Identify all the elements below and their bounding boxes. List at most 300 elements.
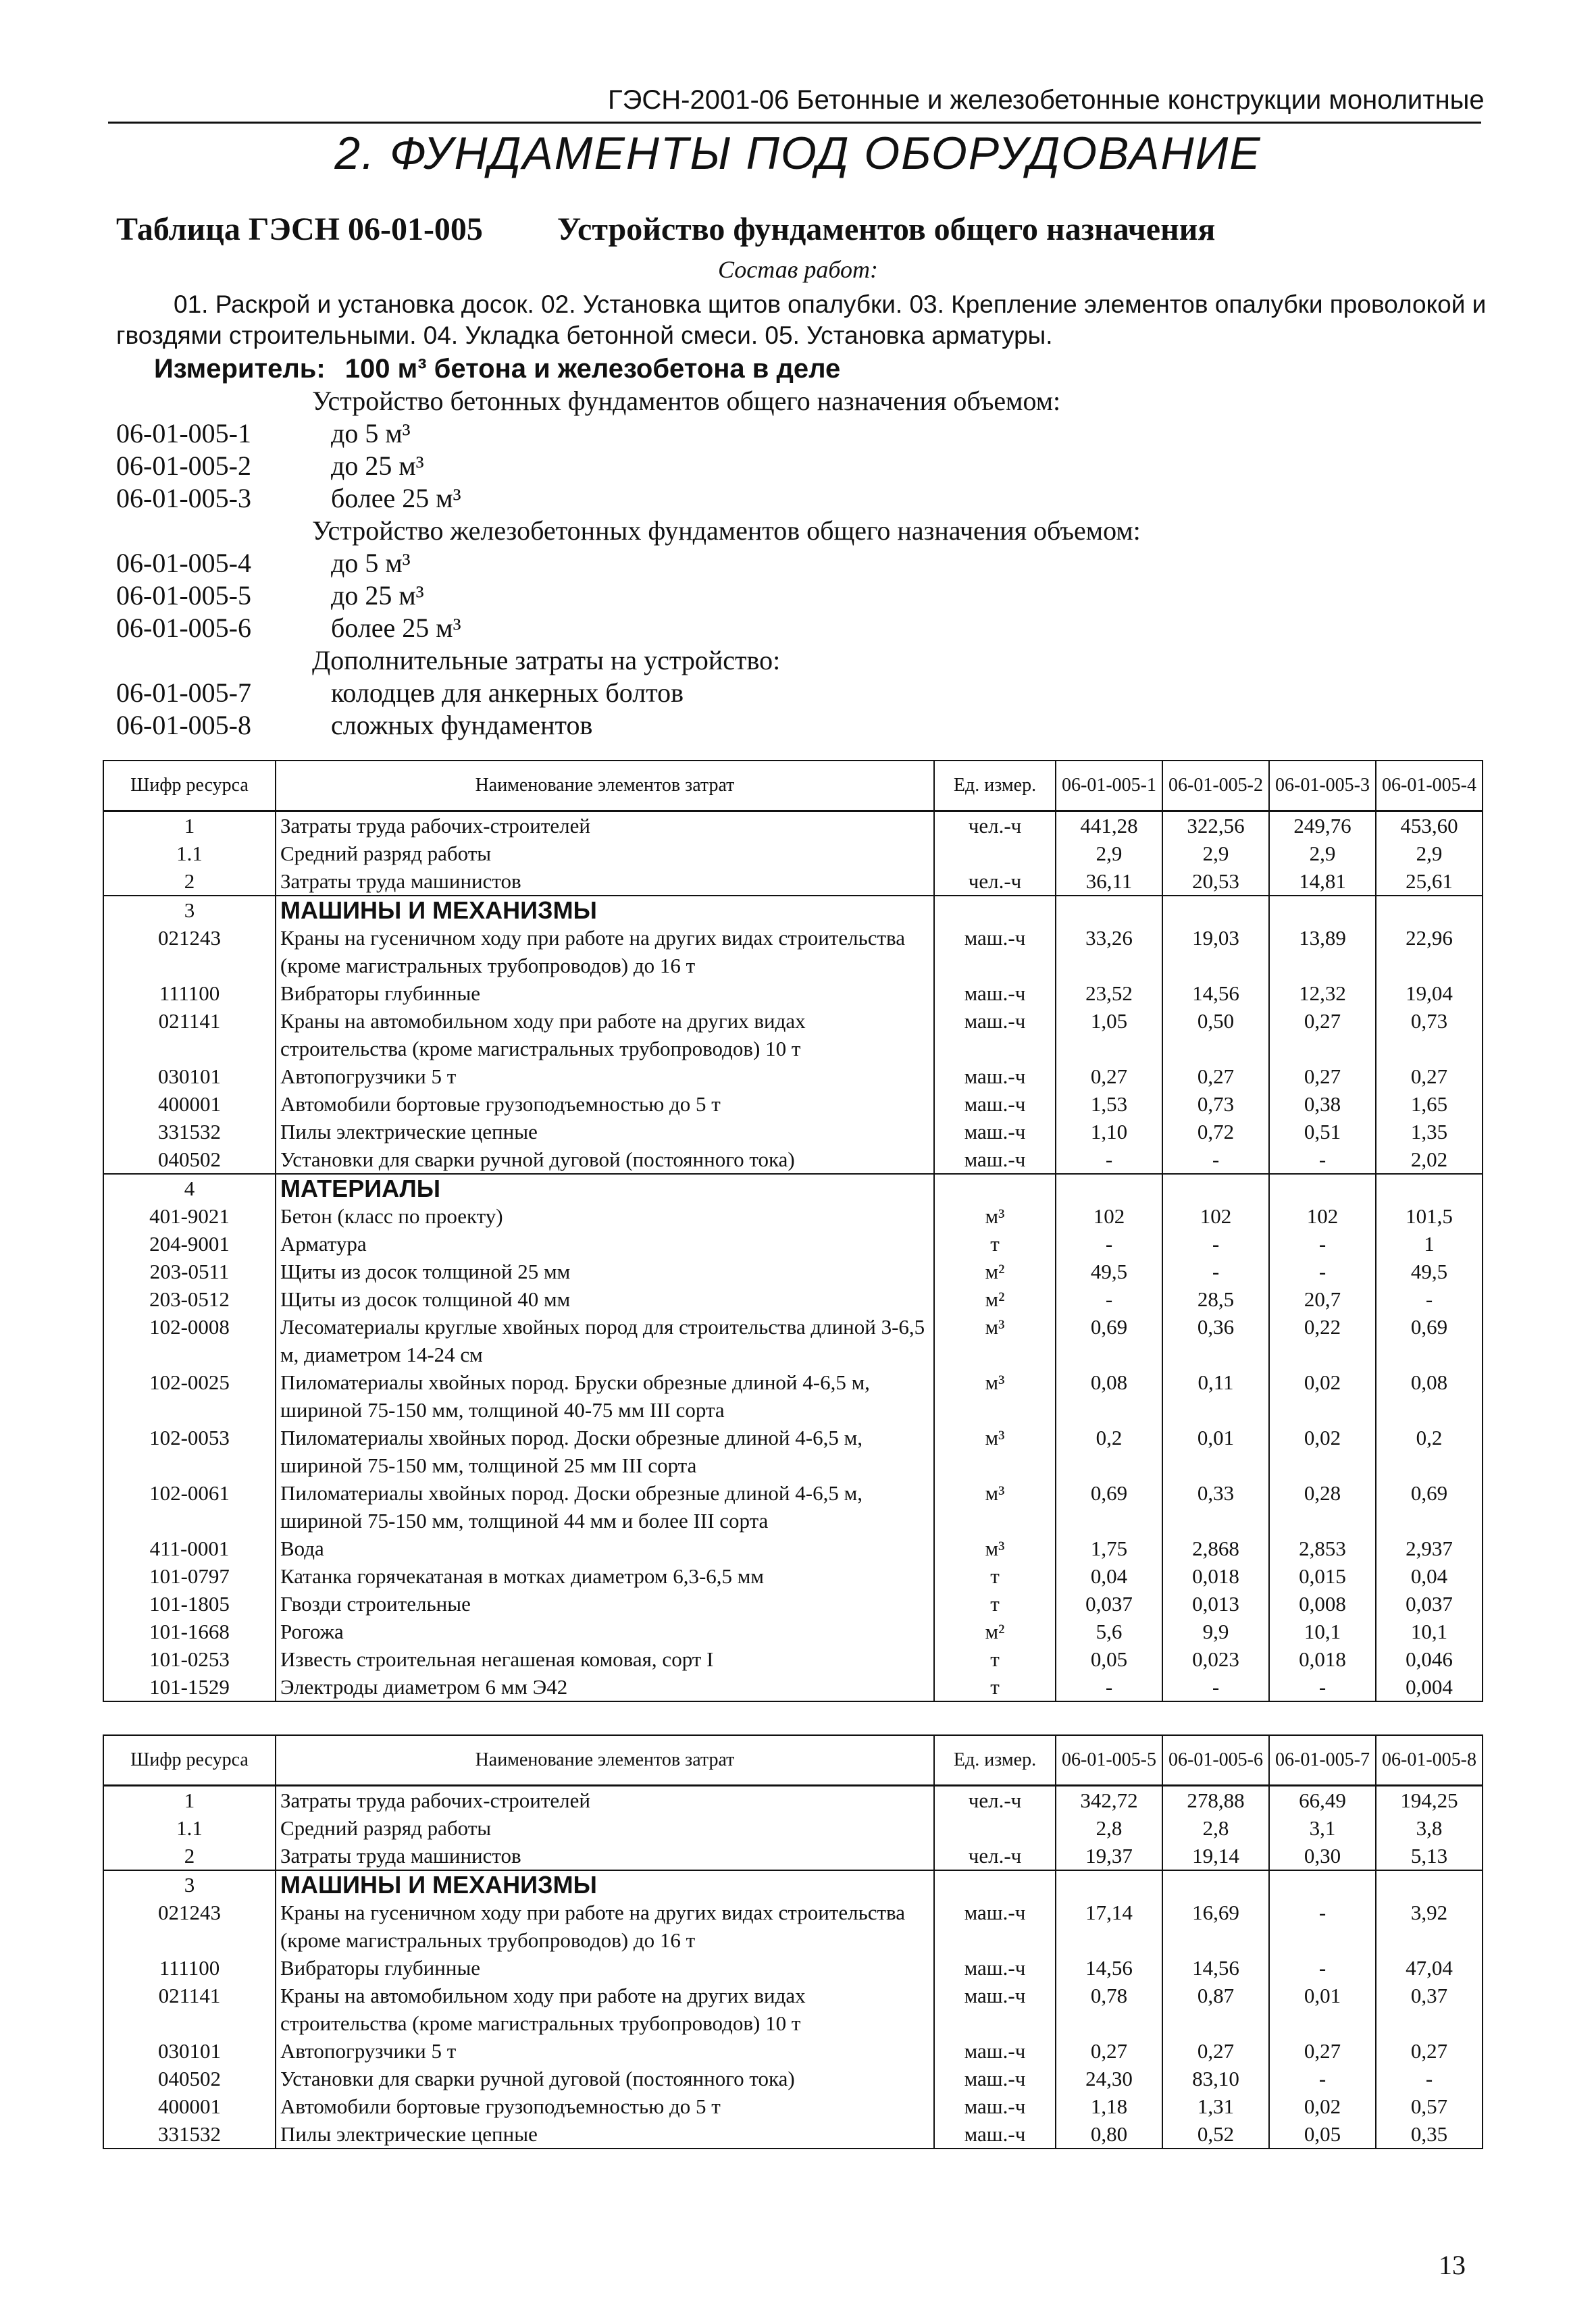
table-row — [103, 2065, 1483, 2092]
norm-value: 0,01 — [1269, 1982, 1376, 2037]
table-row — [103, 1479, 1483, 1535]
norm-value: - — [1162, 1230, 1269, 1258]
norm-value: - — [1269, 2065, 1376, 2092]
resource-unit: маш.-ч — [934, 1982, 1056, 2037]
table-row — [103, 1842, 1483, 1870]
norm-value: 1,05 — [1056, 1007, 1162, 1062]
norm-value: 19,03 — [1162, 924, 1269, 979]
norm-value: - — [1269, 1954, 1376, 1982]
norm-value: 25,61 — [1376, 867, 1483, 896]
table-row — [103, 1954, 1483, 1982]
table-row — [103, 1562, 1483, 1590]
norm-value: 14,56 — [1162, 979, 1269, 1007]
norm-value: 13,89 — [1269, 924, 1376, 979]
norm-code: 06-01-005-2 — [116, 451, 251, 481]
resource-name: Средний разряд работы — [276, 1814, 934, 1842]
resource-code: 3 — [103, 896, 276, 924]
resource-name: Автомобили бортовые грузоподъемностью до 5 т — [276, 2092, 934, 2120]
norm-value: 1,35 — [1376, 1118, 1483, 1146]
header-rule — [108, 122, 1481, 124]
resource-unit: маш.-ч — [934, 979, 1056, 1007]
norm-value: - — [1056, 1146, 1162, 1174]
norm-value: 83,10 — [1162, 2065, 1269, 2092]
norm-code: 06-01-005-3 — [116, 483, 251, 513]
norm-value: 342,72 — [1056, 1786, 1162, 1815]
norm-value: 0,27 — [1162, 2037, 1269, 2065]
resource-unit: маш.-ч — [934, 1007, 1056, 1062]
resource-unit: м³ — [934, 1368, 1056, 1424]
resource-code: 021243 — [103, 924, 276, 979]
norm-value: - — [1056, 1230, 1162, 1258]
table-title: Устройство фундаментов общего назначения — [557, 211, 1216, 247]
resource-code: 1 — [103, 1786, 276, 1815]
resource-name: Автомобили бортовые грузоподъемностью до 5 т — [276, 1090, 934, 1118]
resource-unit: м³ — [934, 1202, 1056, 1230]
norm-value: 14,56 — [1162, 1954, 1269, 1982]
norm-value: 0,69 — [1376, 1313, 1483, 1368]
resource-name: Щиты из досок толщиной 40 мм — [276, 1285, 934, 1313]
resource-code: 203-0511 — [103, 1258, 276, 1285]
running-header: ГЭСН-2001-06 Бетонные и железобетонные конструкции монолитные — [608, 85, 1485, 115]
norm-value: 441,28 — [1056, 811, 1162, 840]
norm-value: 0,87 — [1162, 1982, 1269, 2037]
norm-value — [1269, 1870, 1376, 1899]
norm-value — [1376, 1870, 1483, 1899]
norm-value: 2,9 — [1269, 840, 1376, 867]
resource-name: Автопогрузчики 5 т — [276, 2037, 934, 2065]
norm-code: 06-01-005-8 — [116, 710, 251, 740]
norm-code: 06-01-005-5 — [116, 580, 251, 611]
resource-name: Гвозди строительные — [276, 1590, 934, 1618]
norm-value — [1162, 1174, 1269, 1202]
norm-value: 0,36 — [1162, 1313, 1269, 1368]
resource-name: Краны на автомобильном ходу при работе на других видах строительства (кроме магистральных трубопроводов) 10 т — [276, 1982, 934, 2037]
meter-line — [154, 354, 840, 384]
resource-name: Автопогрузчики 5 т — [276, 1062, 934, 1090]
norm-value: 0,27 — [1056, 1062, 1162, 1090]
norm-value: 0,046 — [1376, 1645, 1483, 1673]
norm-code: 06-01-005-7 — [116, 677, 251, 708]
resource-unit — [934, 1870, 1056, 1899]
resource-name: Вода — [276, 1535, 934, 1562]
resource-unit: м³ — [934, 1424, 1056, 1479]
norm-description: до 5 м³ — [331, 548, 411, 578]
resource-code: 331532 — [103, 1118, 276, 1146]
table-row — [103, 1285, 1483, 1313]
norm-description: до 25 м³ — [331, 580, 424, 611]
resource-unit: м³ — [934, 1535, 1056, 1562]
resource-code: 3 — [103, 1870, 276, 1899]
resource-name: Затраты труда машинистов — [276, 867, 934, 896]
norm-value: - — [1269, 1673, 1376, 1701]
table-row — [103, 1007, 1483, 1062]
norm-value — [1056, 896, 1162, 924]
norm-value: 0,004 — [1376, 1673, 1483, 1701]
column-header: Ед. измер. — [934, 761, 1056, 811]
norm-value: 20,53 — [1162, 867, 1269, 896]
norm-code: 06-01-005-6 — [116, 613, 251, 643]
resource-code: 040502 — [103, 2065, 276, 2092]
resource-unit: маш.-ч — [934, 2092, 1056, 2120]
norm-value: 278,88 — [1162, 1786, 1269, 1815]
norm-value: 2,853 — [1269, 1535, 1376, 1562]
table-row — [103, 1146, 1483, 1174]
norm-value: 33,26 — [1056, 924, 1162, 979]
norm-value: 0,73 — [1162, 1090, 1269, 1118]
resource-code: 101-0253 — [103, 1645, 276, 1673]
norm-value: - — [1269, 1146, 1376, 1174]
norm-value — [1056, 1870, 1162, 1899]
column-header: Наименование элементов затрат — [276, 761, 934, 811]
norm-value: 0,013 — [1162, 1590, 1269, 1618]
resource-unit: маш.-ч — [934, 1090, 1056, 1118]
resource-code: 4 — [103, 1174, 276, 1202]
resource-code: 040502 — [103, 1146, 276, 1174]
resource-name: Известь строительная негашеная комовая, сорт I — [276, 1645, 934, 1673]
resource-name: Лесоматериалы круглые хвойных пород для строительства длиной 3-6,5 м, диаметром 14-24 см — [276, 1313, 934, 1368]
norm-value: 102 — [1269, 1202, 1376, 1230]
norm-value: 9,9 — [1162, 1618, 1269, 1645]
resource-name: Щиты из досок толщиной 25 мм — [276, 1258, 934, 1285]
table-row — [103, 840, 1483, 867]
table-row — [103, 1313, 1483, 1368]
norm-value: 0,69 — [1376, 1479, 1483, 1535]
norm-value: 2,937 — [1376, 1535, 1483, 1562]
resource-unit: маш.-ч — [934, 924, 1056, 979]
table-row — [103, 1202, 1483, 1230]
resource-unit: чел.-ч — [934, 811, 1056, 840]
norm-value — [1162, 896, 1269, 924]
norm-value: 0,037 — [1056, 1590, 1162, 1618]
resource-unit: маш.-ч — [934, 1954, 1056, 1982]
resource-code: 111100 — [103, 1954, 276, 1982]
norm-value: 0,78 — [1056, 1982, 1162, 2037]
resource-name: Пилы электрические цепные — [276, 2120, 934, 2149]
column-header: 06-01-005-4 — [1376, 761, 1483, 811]
norm-value: 0,80 — [1056, 2120, 1162, 2149]
resource-unit: т — [934, 1230, 1056, 1258]
resource-unit: т — [934, 1590, 1056, 1618]
norm-group-title: Дополнительные затраты на устройство: — [312, 645, 781, 675]
norm-group-title: Устройство железобетонных фундаментов общего назначения объемом: — [312, 515, 1141, 546]
norm-value: 0,05 — [1056, 1645, 1162, 1673]
resource-name: МАШИНЫ И МЕХАНИЗМЫ — [276, 896, 934, 924]
resource-code: 400001 — [103, 2092, 276, 2120]
norm-group-title: Устройство бетонных фундаментов общего назначения объемом: — [312, 386, 1061, 416]
norm-value: 3,8 — [1376, 1814, 1483, 1842]
norm-value: 0,018 — [1269, 1645, 1376, 1673]
composition-title: Состав работ: — [718, 256, 878, 283]
resource-unit — [934, 840, 1056, 867]
norm-value: 47,04 — [1376, 1954, 1483, 1982]
resource-name: Затраты труда машинистов — [276, 1842, 934, 1870]
resource-unit: маш.-ч — [934, 1062, 1056, 1090]
resource-code: 101-1668 — [103, 1618, 276, 1645]
resource-name: Пиломатериалы хвойных пород. Доски обрезные длиной 4-6,5 м, шириной 75-150 мм, толщиной 44 мм и более III сорта — [276, 1479, 934, 1535]
header-row — [103, 1735, 1483, 1786]
norm-value: 3,1 — [1269, 1814, 1376, 1842]
norm-value: 0,11 — [1162, 1368, 1269, 1424]
table-row — [103, 979, 1483, 1007]
norm-value: 2,8 — [1162, 1814, 1269, 1842]
table-row — [103, 1174, 1483, 1202]
norm-value — [1056, 1174, 1162, 1202]
norm-value: 49,5 — [1376, 1258, 1483, 1285]
table-row — [103, 1368, 1483, 1424]
norm-value: 0,38 — [1269, 1090, 1376, 1118]
norm-value: 2,8 — [1056, 1814, 1162, 1842]
norm-value: 19,14 — [1162, 1842, 1269, 1870]
column-header: Шифр ресурса — [103, 1735, 276, 1786]
resource-unit: т — [934, 1562, 1056, 1590]
norm-description: до 5 м³ — [331, 418, 411, 448]
column-header: 06-01-005-3 — [1269, 761, 1376, 811]
resource-name: Краны на гусеничном ходу при работе на других видах строительства (кроме магистральных трубопроводов) до 16 т — [276, 1899, 934, 1954]
norm-value — [1269, 1174, 1376, 1202]
resource-name: Пиломатериалы хвойных пород. Доски обрезные длиной 4-6,5 м, шириной 75-150 мм, толщиной 25 мм III сорта — [276, 1424, 934, 1479]
resource-unit: чел.-ч — [934, 1842, 1056, 1870]
norm-value: 0,51 — [1269, 1118, 1376, 1146]
resource-name: Краны на автомобильном ходу при работе на других видах строительства (кроме магистральных трубопроводов) 10 т — [276, 1007, 934, 1062]
norm-value: 0,69 — [1056, 1479, 1162, 1535]
resource-code: 101-0797 — [103, 1562, 276, 1590]
resource-unit: маш.-ч — [934, 2065, 1056, 2092]
resource-name: Рогожа — [276, 1618, 934, 1645]
norm-value: 0,28 — [1269, 1479, 1376, 1535]
table-row — [103, 1535, 1483, 1562]
resource-unit: маш.-ч — [934, 1118, 1056, 1146]
table-label: Таблица ГЭСН 06-01-005 — [116, 211, 483, 247]
resource-code: 101-1805 — [103, 1590, 276, 1618]
norm-value: 0,27 — [1269, 1062, 1376, 1090]
resource-unit: т — [934, 1645, 1056, 1673]
norm-value: 0,22 — [1269, 1313, 1376, 1368]
resource-name: Арматура — [276, 1230, 934, 1258]
table-row — [103, 1062, 1483, 1090]
resource-unit: маш.-ч — [934, 2120, 1056, 2149]
norm-value: - — [1162, 1673, 1269, 1701]
table-row — [103, 1786, 1483, 1815]
norm-value: 2,9 — [1056, 840, 1162, 867]
norm-value: 19,04 — [1376, 979, 1483, 1007]
norm-value — [1376, 1174, 1483, 1202]
resource-code: 204-9001 — [103, 1230, 276, 1258]
resource-code: 021141 — [103, 1982, 276, 2037]
column-header: 06-01-005-8 — [1376, 1735, 1483, 1786]
norm-value: 0,05 — [1269, 2120, 1376, 2149]
column-header: Ед. измер. — [934, 1735, 1056, 1786]
norm-value: 0,73 — [1376, 1007, 1483, 1062]
resource-name: Вибраторы глубинные — [276, 979, 934, 1007]
norm-value: 1,75 — [1056, 1535, 1162, 1562]
table-row — [103, 2037, 1483, 2065]
norm-value: 2,868 — [1162, 1535, 1269, 1562]
norm-value: 0,27 — [1376, 1062, 1483, 1090]
norm-value — [1376, 896, 1483, 924]
resource-code: 411-0001 — [103, 1535, 276, 1562]
norm-value: - — [1376, 2065, 1483, 2092]
resource-name: Электроды диаметром 6 мм Э42 — [276, 1673, 934, 1701]
table-row — [103, 1982, 1483, 2037]
norm-value — [1162, 1870, 1269, 1899]
norm-value: 0,30 — [1269, 1842, 1376, 1870]
norm-value: 66,49 — [1269, 1786, 1376, 1815]
meter-value: 100 м³ бетона и железобетона в деле — [344, 354, 841, 384]
norm-value: 22,96 — [1376, 924, 1483, 979]
norm-value: 0,37 — [1376, 1982, 1483, 2037]
resource-name: Пиломатериалы хвойных пород. Бруски обрезные длиной 4-6,5 м, шириной 75-150 мм, толщиной 40-75 мм III сорта — [276, 1368, 934, 1424]
table-row — [103, 867, 1483, 896]
table-row — [103, 811, 1483, 840]
norm-value: 194,25 — [1376, 1786, 1483, 1815]
norm-value: 12,32 — [1269, 979, 1376, 1007]
norm-value: 0,04 — [1376, 1562, 1483, 1590]
norm-value: 2,9 — [1376, 840, 1483, 867]
norm-value: 0,008 — [1269, 1590, 1376, 1618]
norm-value: 28,5 — [1162, 1285, 1269, 1313]
resource-name: Пилы электрические цепные — [276, 1118, 934, 1146]
norm-value: 2,02 — [1376, 1146, 1483, 1174]
resource-table-1 — [103, 760, 1483, 1702]
resource-code: 401-9021 — [103, 1202, 276, 1230]
resource-code: 102-0061 — [103, 1479, 276, 1535]
column-header: Наименование элементов затрат — [276, 1735, 934, 1786]
resource-unit: м² — [934, 1285, 1056, 1313]
resource-code: 030101 — [103, 2037, 276, 2065]
resource-code: 021243 — [103, 1899, 276, 1954]
norm-value: 0,02 — [1269, 1424, 1376, 1479]
table-row — [103, 1090, 1483, 1118]
resource-table-2 — [103, 1734, 1483, 2149]
resource-code: 400001 — [103, 1090, 276, 1118]
resource-code: 030101 — [103, 1062, 276, 1090]
resource-name: Краны на гусеничном ходу при работе на других видах строительства (кроме магистральных трубопроводов) до 16 т — [276, 924, 934, 979]
norm-value: 10,1 — [1376, 1618, 1483, 1645]
resource-unit: м² — [934, 1258, 1056, 1285]
table-row — [103, 1258, 1483, 1285]
norm-value: 0,33 — [1162, 1479, 1269, 1535]
norm-value: - — [1269, 1899, 1376, 1954]
table-row — [103, 896, 1483, 924]
resource-unit — [934, 1814, 1056, 1842]
norm-value: 1,31 — [1162, 2092, 1269, 2120]
resource-unit: чел.-ч — [934, 867, 1056, 896]
column-header: 06-01-005-2 — [1162, 761, 1269, 811]
resource-code: 2 — [103, 867, 276, 896]
norm-value: 102 — [1162, 1202, 1269, 1230]
norm-value: 23,52 — [1056, 979, 1162, 1007]
resource-name: Установки для сварки ручной дуговой (постоянного тока) — [276, 1146, 934, 1174]
meter-label: Измеритель: — [154, 354, 326, 384]
norm-value: - — [1269, 1230, 1376, 1258]
resource-name: Установки для сварки ручной дуговой (постоянного тока) — [276, 2065, 934, 2092]
resource-name: МАШИНЫ И МЕХАНИЗМЫ — [276, 1870, 934, 1899]
resource-name: Вибраторы глубинные — [276, 1954, 934, 1982]
norm-value: 0,57 — [1376, 2092, 1483, 2120]
norm-value: 1,18 — [1056, 2092, 1162, 2120]
resource-unit: т — [934, 1673, 1056, 1701]
norm-value: 0,2 — [1056, 1424, 1162, 1479]
resource-name: Затраты труда рабочих-строителей — [276, 811, 934, 840]
table-row — [103, 1424, 1483, 1479]
norm-code: 06-01-005-1 — [116, 418, 251, 448]
column-header: 06-01-005-1 — [1056, 761, 1162, 811]
column-header: 06-01-005-7 — [1269, 1735, 1376, 1786]
norm-value: 0,72 — [1162, 1118, 1269, 1146]
norm-value: 0,27 — [1269, 1007, 1376, 1062]
norm-value: - — [1056, 1285, 1162, 1313]
norm-value: 1,65 — [1376, 1090, 1483, 1118]
resource-code: 101-1529 — [103, 1673, 276, 1701]
resource-code: 1 — [103, 811, 276, 840]
page-number: 13 — [1439, 2250, 1466, 2280]
norm-value: - — [1162, 1146, 1269, 1174]
resource-unit: м² — [934, 1618, 1056, 1645]
resource-unit: маш.-ч — [934, 2037, 1056, 2065]
norm-description: более 25 м³ — [331, 483, 461, 513]
composition-text: 01. Раскрой и установка досок. 02. Установка щитов опалубки. 03. Крепление элементов опалубки проволокой и гвоздями строительными. 04. Укладка бетонной смеси. 05. Установка арматуры. — [116, 290, 1487, 349]
resource-unit: маш.-ч — [934, 1899, 1056, 1954]
section-title: 2. ФУНДАМЕНТЫ ПОД ОБОРУДОВАНИЕ — [334, 128, 1262, 179]
norm-value: 49,5 — [1056, 1258, 1162, 1285]
table-row — [103, 1899, 1483, 1954]
norm-value — [1269, 896, 1376, 924]
norm-value: 0,27 — [1056, 2037, 1162, 2065]
norm-value: 0,08 — [1056, 1368, 1162, 1424]
resource-unit — [934, 1174, 1056, 1202]
table-row — [103, 2120, 1483, 2149]
table-row — [103, 1870, 1483, 1899]
resource-name: Средний разряд работы — [276, 840, 934, 867]
norm-value: 102 — [1056, 1202, 1162, 1230]
norm-value: 1,53 — [1056, 1090, 1162, 1118]
norm-value: 0,35 — [1376, 2120, 1483, 2149]
resource-code: 1.1 — [103, 840, 276, 867]
table-row — [103, 1673, 1483, 1701]
norm-value: - — [1269, 1258, 1376, 1285]
column-header: 06-01-005-6 — [1162, 1735, 1269, 1786]
norm-value: 322,56 — [1162, 811, 1269, 840]
norm-value: 17,14 — [1056, 1899, 1162, 1954]
norm-value: - — [1162, 1258, 1269, 1285]
norm-description: более 25 м³ — [331, 613, 461, 643]
resource-name: Затраты труда рабочих-строителей — [276, 1786, 934, 1815]
norm-value: 1,10 — [1056, 1118, 1162, 1146]
norm-value: 0,018 — [1162, 1562, 1269, 1590]
norm-value: 20,7 — [1269, 1285, 1376, 1313]
norm-value: 0,023 — [1162, 1645, 1269, 1673]
resource-code: 102-0053 — [103, 1424, 276, 1479]
norm-value: 16,69 — [1162, 1899, 1269, 1954]
norm-value: - — [1376, 1285, 1483, 1313]
norm-value: 0,27 — [1269, 2037, 1376, 2065]
norm-value: 36,11 — [1056, 867, 1162, 896]
norm-value: 1 — [1376, 1230, 1483, 1258]
resource-unit: м³ — [934, 1313, 1056, 1368]
norm-value: 0,27 — [1376, 2037, 1483, 2065]
resource-name: МАТЕРИАЛЫ — [276, 1174, 934, 1202]
resource-name: Бетон (класс по проекту) — [276, 1202, 934, 1230]
resource-code: 203-0512 — [103, 1285, 276, 1313]
norm-value: 0,01 — [1162, 1424, 1269, 1479]
norm-value: 0,015 — [1269, 1562, 1376, 1590]
resource-unit: маш.-ч — [934, 1146, 1056, 1174]
norm-value: 0,27 — [1162, 1062, 1269, 1090]
norm-value: 249,76 — [1269, 811, 1376, 840]
norm-value: 5,13 — [1376, 1842, 1483, 1870]
norm-value: 2,9 — [1162, 840, 1269, 867]
column-header: Шифр ресурса — [103, 761, 276, 811]
